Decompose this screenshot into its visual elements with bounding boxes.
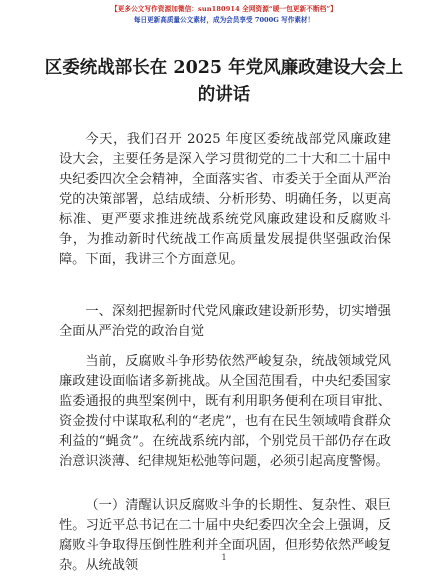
promo-banner-red: 【更多公文写作资源加微信：sun180914 全网资源“暖一包更新不断档”】 [111, 5, 337, 13]
paragraph: 今天，我们召开 2025 年度区委统战部党风廉政建设大会，主要任务是深入学习贯彻党的二十大和二十届中央纪委四次全会精神，全面落实省、市委关于全面从严治党的决策部署，总结成绩、分析形势、明确任务，以更高标准、更严要求推进统战系统党风廉政建设和反腐败斗争，为推动新时代统战工作高质量发展提供坚强政治保障。下面，我讲三个方面意见。 [59, 132, 391, 267]
section-heading [59, 302, 391, 342]
situation-paragraph [59, 352, 391, 492]
page-number: 1 [221, 553, 227, 562]
document-title: 区委统战部长在 2025 年党风廉政建设大会上的讲话 [44, 58, 404, 105]
heading-text: 一、深刻把握新时代党风廉政建设新形势，切实增强全面从严治党的政治自觉 [59, 304, 391, 339]
paragraph: 当前，反腐败斗争形势依然严峻复杂，统战领域党风廉政建设面临诸多新挑战。从全国范围看，中央纪委国家监委通报的典型案例中，既有利用职务便利在项目审批、资金拨付中谋取私利的“老虎”，也有在民生领域啃食群众利益的“蝇贪”。在统战系统内部，个别党员干部仍存在政治意识淡薄、纪律规矩松弛等问题，必须引起高度警惕。 [59, 354, 391, 469]
intro-paragraph [59, 130, 391, 290]
subsection-paragraph [59, 496, 391, 573]
paragraph: （一）清醒认识反腐败斗争的长期性、复杂性、艰巨性。习近平总书记在二十届中央纪委四次全会上强调，反腐败斗争取得压倒性胜利并全面巩固，但形势依然严峻复杂。从统战领 [59, 498, 391, 573]
promo-banner-blue: 每日更新高质量公文素材，成为会员享受 7000G 写作素材！ [133, 16, 315, 24]
